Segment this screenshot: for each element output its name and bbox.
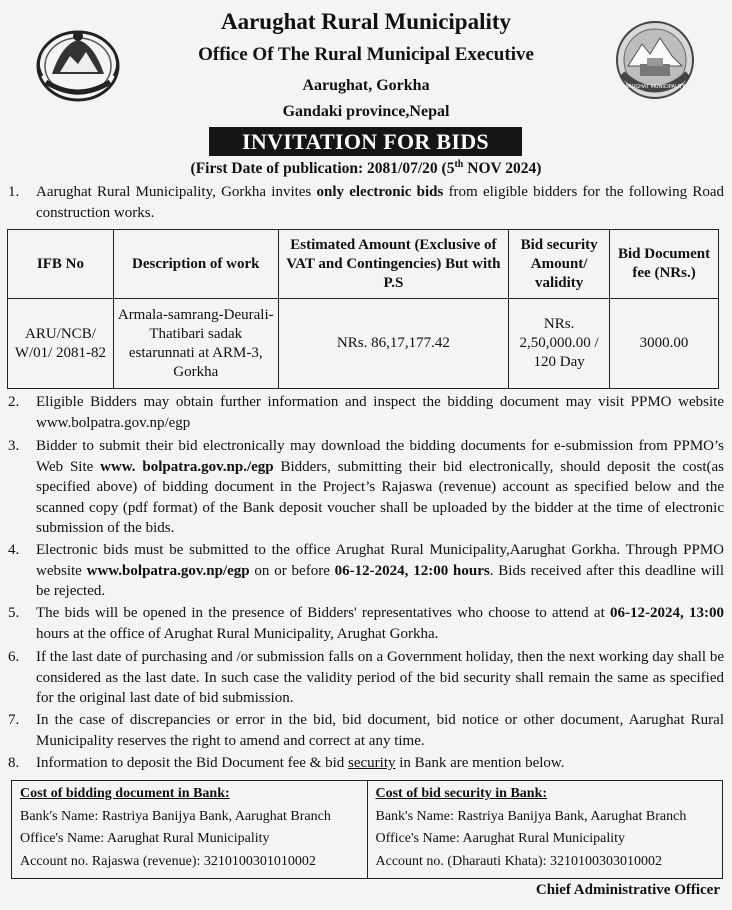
clause-number: 1.: [8, 184, 20, 200]
clause-text: Eligible Bidders may obtain further information and inspect the bidding document may visit PPMO website www.bolpatra.gov.np/egp: [36, 394, 724, 431]
estimated-amount-cell: NRs. 86,17,177.42: [278, 299, 509, 389]
bid-security-cell: NRs. 2,50,000.00 / 120 Day: [509, 299, 610, 389]
table-header-row: [8, 230, 719, 299]
signatory-title: Chief Administrative Officer: [535, 882, 720, 898]
account-number: Account no. Rajaswa (revenue): 3210100301010002: [20, 853, 316, 869]
table-header-cell: IFB No: [8, 230, 114, 299]
bank-section-heading: Cost of bid security in Bank:: [375, 786, 548, 801]
nepal-emblem-icon: [32, 22, 124, 104]
bank-details-box: [11, 780, 723, 879]
location-line: Aarughat, Gorkha: [302, 77, 430, 94]
notice-banner: INVITATION FOR BIDS: [209, 127, 522, 156]
clause-number: 6.: [8, 649, 20, 665]
account-number: Account no. (Dharauti Khata): 3210100303010002: [375, 853, 663, 869]
clause-3: [8, 436, 724, 539]
clause-number: 3.: [8, 438, 20, 454]
table-header-cell: Estimated Amount (Exclusive of VAT and Contingencies) But with P.S: [278, 230, 509, 299]
clause-6: [8, 647, 724, 709]
clause-7: [8, 710, 724, 751]
municipality-title: Aarughat Rural Municipality: [220, 9, 512, 34]
clause-text: If the last date of purchasing and /or submission falls on a Government holiday, then the next working day shall be considered as the last date. In such case the validity period of the bid security shall remain the same as specified for the original last date of bid submission.: [36, 649, 724, 706]
work-description-cell: Armala-samrang-Deurali-Thatibari sadak estarunnati at ARM-3, Gorkha: [113, 299, 278, 389]
clause-number: 5.: [8, 605, 20, 621]
bid-details-table: [7, 229, 719, 389]
clause-number: 7.: [8, 712, 20, 728]
clause-8: [8, 753, 724, 774]
bank-section-heading: Cost of bidding document in Bank:: [20, 786, 230, 801]
publication-date: (First Date of publication: 2081/07/20 (5th NOV 2024): [190, 159, 542, 178]
clause-text: Electronic bids must be submitted to the office Arughat Rural Municipality,Aarughat Gorkha. Through PPMO website www.bolpatra.gov.np/egp on or before 06-12-2024, 12:00 hours. Bids received after this deadline will be rejected.: [36, 542, 724, 599]
office-name: Office's Name: Aarughat Rural Municipality: [375, 831, 626, 846]
clause-text: Aarughat Rural Municipality, Gorkha invites only electronic bids from eligible bidders for the following Road construction works.: [36, 184, 725, 221]
table-header-cell: Description of work: [113, 230, 278, 299]
clause-text: Information to deposit the Bid Document fee & bid security in Bank are mention below.: [36, 755, 565, 771]
clause-text: Bidder to submit their bid electronically may download the bidding documents for e-submission from PPMO’s Web Site www. bolpatra.gov.np./egp Bidders, submitting their bid electronically, should deposit the cost(as specified above) of bidding document in the Project’s Rajaswa (revenue) account as specified below and the scanned copy (pdf format) of the Bank deposit voucher shall be uploaded by the bidder at the time of electronic submission of the bids.: [36, 438, 725, 536]
bank-name: Bank's Name: Rastriya Banijya Bank, Aarughat Branch: [20, 808, 331, 824]
clause-text: In the case of discrepancies or error in the bid, bid document, bid notice or other document, Aarughat Rural Municipality reserves the right to amend and correct at any time.: [36, 712, 724, 749]
clause-2: [8, 392, 724, 433]
clause-4: [8, 540, 724, 602]
office-name: Office's Name: Aarughat Rural Municipality: [20, 831, 270, 846]
table-row: [8, 299, 719, 389]
ifb-number-cell: ARU/NCB/ W/01/ 2081-82: [8, 299, 114, 389]
table-header-cell: Bid Document fee (NRs.): [610, 230, 719, 299]
clause-1: [8, 182, 724, 223]
clause-5: [8, 603, 724, 644]
table-header-cell: Bid security Amount/ validity: [509, 230, 610, 299]
document-fee-cell: 3000.00: [610, 299, 719, 389]
province-line: Gandaki province,Nepal: [282, 103, 450, 120]
bid-security-bank-info: [367, 781, 723, 878]
clause-number: 8.: [8, 755, 20, 771]
municipality-seal-icon: [614, 18, 696, 102]
clause-number: 2.: [8, 394, 20, 410]
clause-text: The bids will be opened in the presence of Bidders' representatives who choose to attend at 06-12-2024, 13:00 hours at the office of Arughat Rural Municipality, Arughat Gorkha.: [36, 605, 724, 642]
bank-name: Bank's Name: Rastriya Banijya Bank, Aarughat Branch: [375, 808, 687, 824]
bid-document-bank-info: [12, 781, 367, 878]
office-title: Office Of The Rural Municipal Executive: [198, 44, 534, 65]
clause-number: 4.: [8, 542, 20, 558]
seal-caption: ARUGHAT MUNICIPALITY: [624, 84, 686, 90]
